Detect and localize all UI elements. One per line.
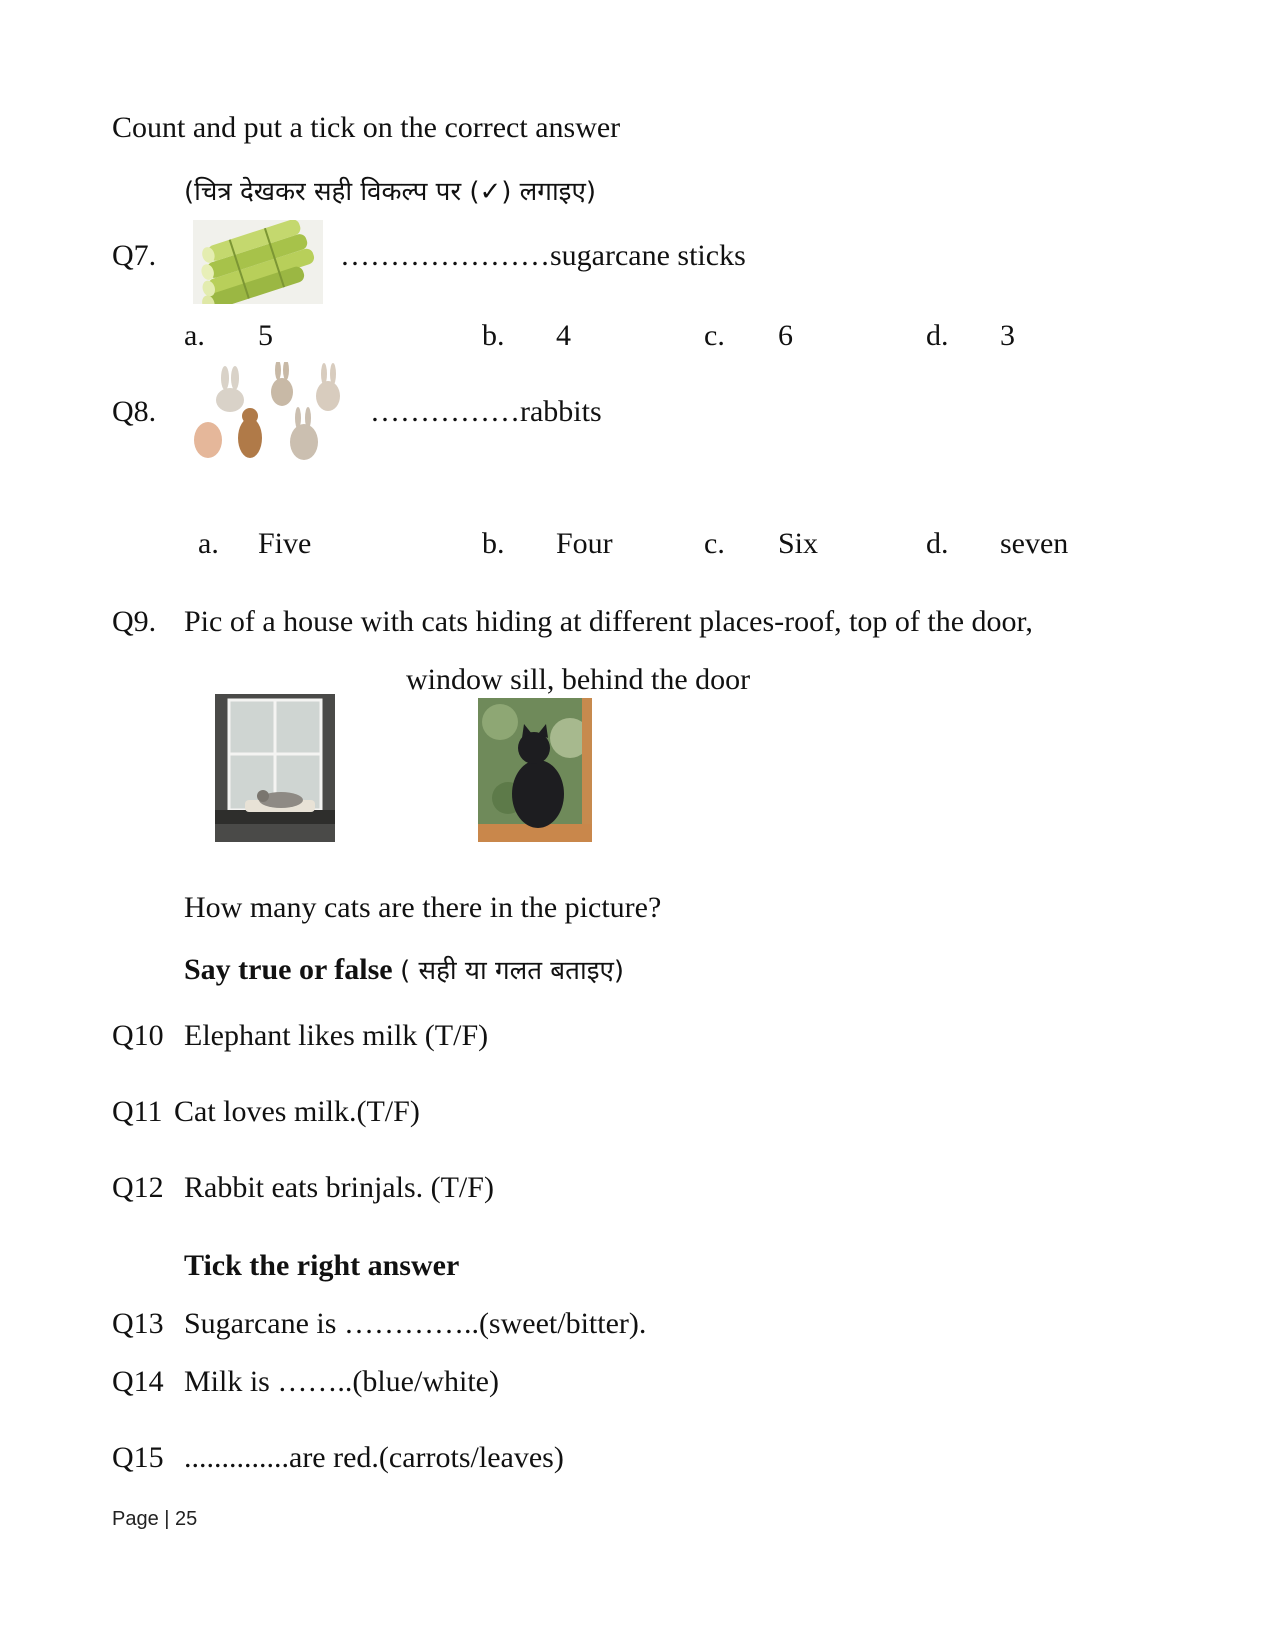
black-cat-window-image <box>478 698 592 842</box>
q8-blank-text: ……………rabbits <box>370 395 602 428</box>
sugarcane-image <box>193 220 323 304</box>
tf-heading-en: Say true or false <box>184 953 393 986</box>
q7-number: Q7. <box>112 239 157 272</box>
q8-option-a-letter: a. <box>198 527 219 560</box>
q14-number: Q14 <box>112 1365 164 1398</box>
q7-blank-text: …………………sugarcane sticks <box>340 239 746 272</box>
q7-option-a-letter: a. <box>184 319 205 352</box>
q9-text-line1: Pic of a house with cats hiding at different places-roof, top of the door, <box>184 605 1033 638</box>
q15-number: Q15 <box>112 1441 164 1474</box>
page-number: Page | 25 <box>112 1508 198 1530</box>
q9-number: Q9. <box>112 605 157 638</box>
q7-option-c-value[interactable]: 6 <box>778 319 793 352</box>
q10-number: Q10 <box>112 1019 164 1052</box>
tf-heading-hi: ( सही या गलत बताइए) <box>400 956 624 986</box>
q8-option-b-letter: b. <box>482 527 505 560</box>
q7-option-c-letter: c. <box>704 319 725 352</box>
q7-option-b-letter: b. <box>482 319 505 352</box>
q12-number: Q12 <box>112 1171 164 1204</box>
q11-text: Cat loves milk.(T/F) <box>174 1095 420 1128</box>
q7-option-d-value[interactable]: 3 <box>1000 319 1015 352</box>
q10-text: Elephant likes milk (T/F) <box>184 1019 489 1052</box>
q7-option-d-letter: d. <box>926 319 949 352</box>
q9-text-line2: window sill, behind the door <box>406 663 751 696</box>
q8-option-d-letter: d. <box>926 527 949 560</box>
rabbits-image <box>190 362 350 472</box>
q13-number: Q13 <box>112 1307 164 1340</box>
q8-option-b-value[interactable]: Four <box>556 527 613 560</box>
q14-text: Milk is ……..(blue/white) <box>184 1365 499 1398</box>
tick-section-heading: Tick the right answer <box>184 1249 460 1282</box>
q13-text: Sugarcane is …………..(sweet/bitter). <box>184 1307 647 1340</box>
q12-text: Rabbit eats brinjals. (T/F) <box>184 1171 494 1204</box>
q8-option-d-value[interactable]: seven <box>1000 527 1069 560</box>
q7-option-a-value[interactable]: 5 <box>258 319 273 352</box>
q7-option-b-value[interactable]: 4 <box>556 319 571 352</box>
cat-window-sill-image <box>215 694 335 842</box>
instruction-text: Count and put a tick on the correct answer <box>112 111 621 144</box>
instruction-hindi: (चित्र देखकर सही विकल्प पर (✓) लगाइए) <box>184 177 596 207</box>
q8-option-c-value[interactable]: Six <box>778 527 819 560</box>
q11-number: Q11 <box>112 1095 163 1128</box>
q9-question: How many cats are there in the picture? <box>184 891 662 924</box>
q8-option-c-letter: c. <box>704 527 725 560</box>
q8-option-a-value[interactable]: Five <box>258 527 312 560</box>
q15-text: ..............are red.(carrots/leaves) <box>184 1441 564 1474</box>
q8-number: Q8. <box>112 395 157 428</box>
tf-section-heading <box>184 952 624 989</box>
